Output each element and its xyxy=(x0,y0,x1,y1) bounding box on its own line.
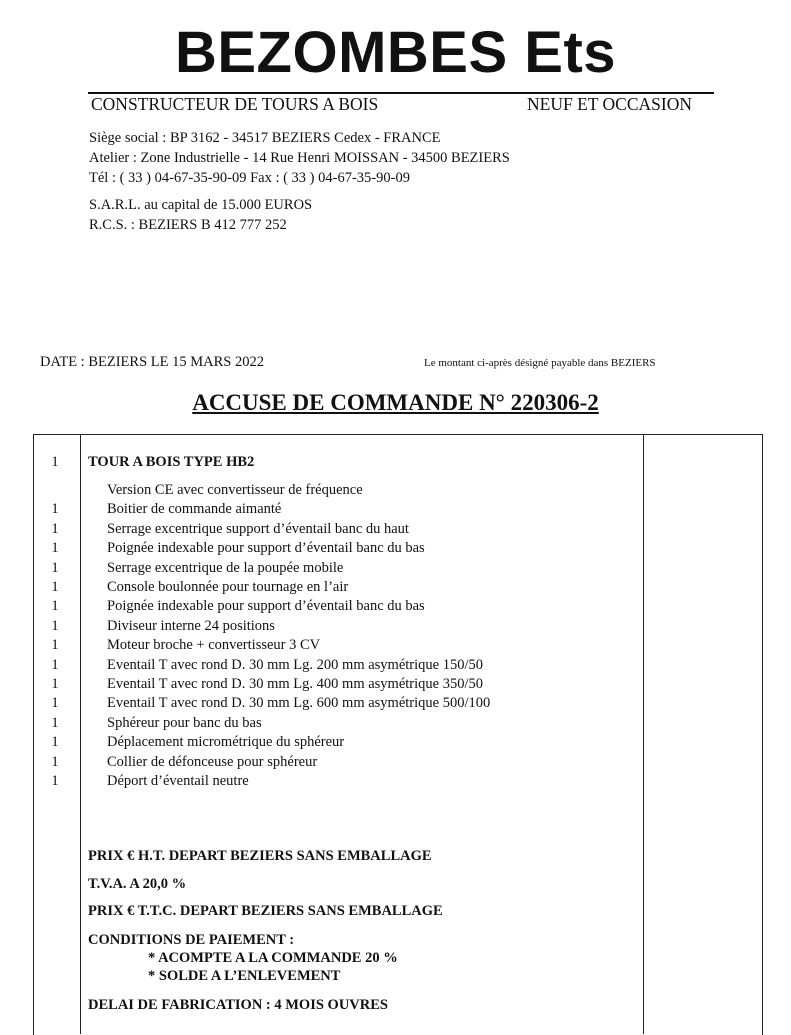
option-label: Diviseur interne 24 positions xyxy=(107,617,275,634)
option-label: Collier de défonceuse pour sphéreur xyxy=(107,753,318,770)
option-qty: 1 xyxy=(51,617,59,634)
option-label: Poignée indexable pour support d’éventail banc du bas xyxy=(107,598,425,615)
main-item-label: TOUR A BOIS TYPE HB2 xyxy=(88,454,255,470)
option-qty: 1 xyxy=(51,637,59,654)
option-qty: 1 xyxy=(51,579,59,595)
option-label: Serrage excentrique de la poupée mobile xyxy=(107,559,344,576)
main-item-qty: 1 xyxy=(51,454,59,470)
price-column-divider xyxy=(643,434,644,1034)
payable-note: Le montant ci-après désigné payable dans BEZIERS xyxy=(424,357,656,369)
company-condition: NEUF ET OCCASION xyxy=(527,94,692,114)
option-label: Serrage excentrique support d’éventail banc du haut xyxy=(107,520,409,537)
document-title: ACCUSE DE COMMANDE N° 220306-2 xyxy=(192,390,599,415)
option-qty: 1 xyxy=(51,714,59,731)
legal-line: R.C.S. : BEZIERS B 412 777 252 xyxy=(89,217,287,233)
option-label: Poignée indexable pour support d’éventail banc du bas xyxy=(107,540,425,557)
qty-column-divider xyxy=(80,434,81,1034)
payment-heading: CONDITIONS DE PAIEMENT : xyxy=(88,932,295,948)
option-label: Eventail T avec rond D. 30 mm Lg. 400 mm asymétrique 350/50 xyxy=(107,676,483,692)
payment-line: * SOLDE A L’ENLEVEMENT xyxy=(148,968,341,984)
option-label: Sphéreur pour banc du bas xyxy=(107,714,262,731)
option-qty: 1 xyxy=(51,773,59,789)
option-qty: 1 xyxy=(51,559,59,576)
address-line: Tél : ( 33 ) 04-67-35-90-09 Fax : ( 33 ) 04-67-35-90-09 xyxy=(89,170,410,186)
option-qty: 1 xyxy=(51,501,59,518)
option-qty: 1 xyxy=(51,695,59,712)
address-line: Atelier : Zone Industrielle - 14 Rue Henri MOISSAN - 34500 BEZIERS xyxy=(89,150,510,166)
company-activity: CONSTRUCTEUR DE TOURS A BOIS xyxy=(91,94,379,114)
tva-rate: T.V.A. A 20,0 % xyxy=(88,876,187,892)
price-ht: PRIX € H.T. DEPART BEZIERS SANS EMBALLAGE xyxy=(88,848,432,864)
option-label: Console boulonnée pour tournage en l’air xyxy=(107,579,349,595)
option-qty: 1 xyxy=(51,520,59,537)
option-qty: 1 xyxy=(51,676,59,692)
company-name: BEZOMBES Ets xyxy=(174,20,617,85)
option-label: Moteur broche + convertisseur 3 CV xyxy=(107,637,321,654)
option-qty: 1 xyxy=(51,656,59,673)
option-label: Eventail T avec rond D. 30 mm Lg. 600 mm asymétrique 500/100 xyxy=(107,695,491,712)
document-date: DATE : BEZIERS LE 15 MARS 2022 xyxy=(40,354,264,370)
option-label: Déplacement micrométrique du sphéreur xyxy=(107,734,345,751)
option-label: Eventail T avec rond D. 30 mm Lg. 200 mm asymétrique 150/50 xyxy=(107,656,483,673)
legal-line: S.A.R.L. au capital de 15.000 EUROS xyxy=(89,197,313,213)
option-label: Déport d’éventail neutre xyxy=(107,773,249,789)
option-qty: 1 xyxy=(51,598,59,615)
fabrication-delay: DELAI DE FABRICATION : 4 MOIS OUVRES xyxy=(88,997,388,1013)
option-qty: 1 xyxy=(51,540,59,557)
option-qty: 1 xyxy=(51,753,59,770)
option-qty: 1 xyxy=(51,734,59,751)
address-line: Siège social : BP 3162 - 34517 BEZIERS Cedex - FRANCE xyxy=(89,130,441,146)
price-ttc: PRIX € T.T.C. DEPART BEZIERS SANS EMBALLAGE xyxy=(88,903,443,919)
option-label: Version CE avec convertisseur de fréquence xyxy=(107,482,363,498)
payment-line: * ACOMPTE A LA COMMANDE 20 % xyxy=(148,950,398,966)
option-label: Boitier de commande aimanté xyxy=(107,501,282,518)
